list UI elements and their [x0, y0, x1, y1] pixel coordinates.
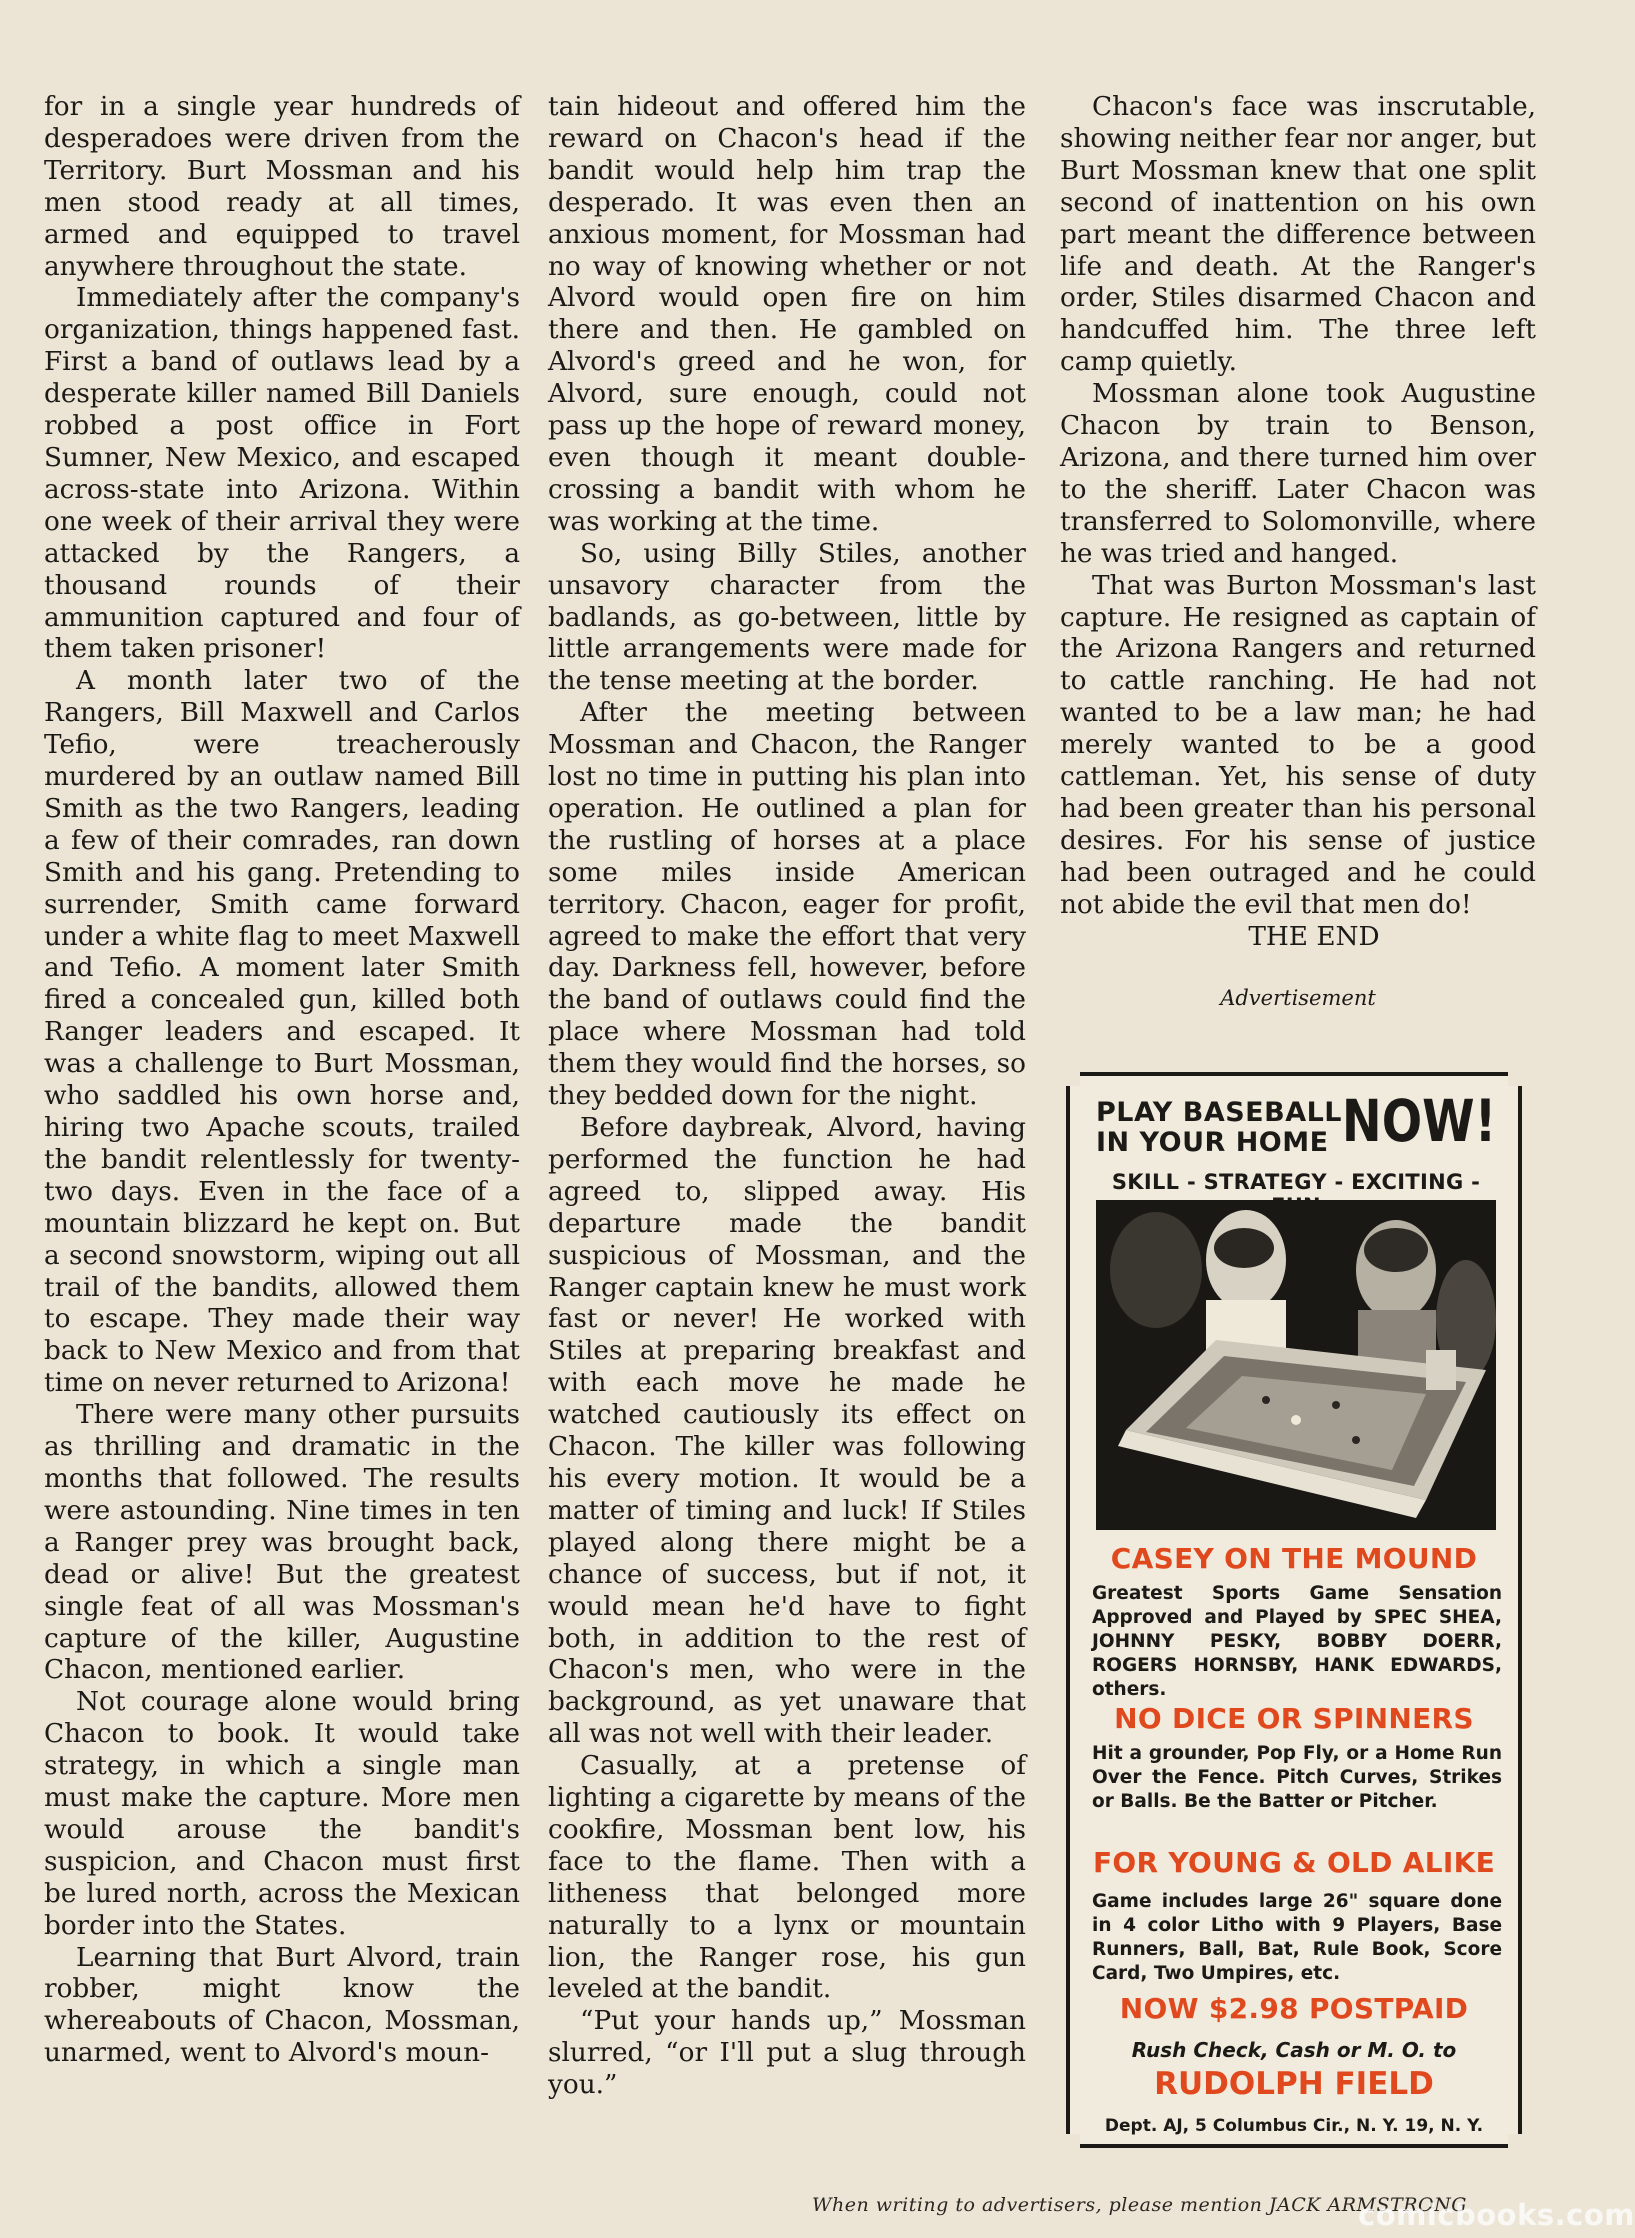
ad-tagline: SKILL - STRATEGY - EXCITING -: [1111, 1170, 1481, 1194]
ad-product-title: CASEY ON THE MOUND: [1110, 1542, 1478, 1575]
paragraph: “Put your hands up,” Mossman slurred, “or I'll put a slug through you.”: [548, 2006, 1026, 2101]
watermark: comicbooks.com: [1358, 2198, 1635, 2232]
game-photo-illustration: [1096, 1200, 1496, 1530]
ad-no-dice-title: NO DICE OR SPINNERS: [1114, 1702, 1474, 1735]
paragraph: Chacon's face was inscrutable, showing neither fear nor anger, but Burt Mossman knew that one split second of inattention on his own part meant the difference between life and death. At the Ranger's order, Stiles disarmed Chacon and handcuffed him. The three left camp quietly.: [1060, 92, 1536, 378]
ad-product-body: Greatest Sports Game Sensation Approved and Played by SPEC SHEA, JOHNNY PESKY, BOBBY DOERR, ROGERS HORNSBY, HANK EDWARDS, others.: [1092, 1583, 1502, 1700]
article-column-1: [44, 92, 520, 2070]
baseball-game-advertisement: [1066, 1072, 1522, 2148]
ad-headline-text: [1096, 1098, 1342, 1158]
ad-corner: [1066, 2134, 1080, 2148]
ad-headline-line-1: PLAY BASEBALL: [1096, 1097, 1343, 1128]
paragraph: Mossman alone took Augustine Chacon by train to Benson, Arizona, and there turned him over to the sheriff. Later Chacon was transferred to Solomonville, where he was tried and hanged.: [1060, 379, 1536, 569]
article-column-2: [548, 92, 1026, 2102]
ad-headline: [1096, 1087, 1496, 1198]
paragraph: Casually, at a pretense of lighting a cigarette by means of the cookfire, Mossman bent low, his face to the flame. Then with a litheness that belonged more naturally to a lynx or mountain lion, the Ranger rose, his gun leveled at the bandit.: [548, 1751, 1026, 2005]
page-footer: When writing to advertisers, please mention JACK ARMSTRONG: [812, 2194, 1467, 2216]
ad-young-old-body: Game includes large 26" square done in 4 color Litho with 9 Players, Base Runners, Ball, Bat, Rule Book, Score Card, Two Umpires, etc.: [1092, 1891, 1502, 1984]
ad-headline-line-2: IN YOUR HOME: [1096, 1127, 1329, 1158]
paragraph: After the meeting between Mossman and Chacon, the Ranger lost no time in putting his plan into operation. He outlined a plan for the rustling of horses at a place some miles inside American territory. Chacon, eager for profit, agreed to make the effort that very day. Darkness fell, however, before the band of outlaws could find the place where Mossman had told them they would find the horses, so they bedded down for the night.: [548, 698, 1026, 1112]
advertisement-label: Advertisement: [1220, 986, 1376, 1011]
ad-young-old-title: FOR YOUNG & OLD ALIKE: [1092, 1846, 1496, 1879]
ad-corner: [1508, 2134, 1522, 2148]
ad-price: NOW $2.98 POSTPAID: [1119, 1992, 1469, 2025]
paragraph: Not courage alone would bring Chacon to book. It would take strategy, in which a single man must make the capture. More men would arouse the bandit's suspicion, and Chacon must first be lured north, across the Mexican border into the States.: [44, 1687, 520, 1941]
paragraph: Learning that Burt Alvord, train robber, might know the whereabouts of Chacon, Mossman, unarmed, went to Alvord's moun-: [44, 1942, 520, 2069]
ad-game-photo: [1096, 1200, 1496, 1530]
article-column-3: [1060, 92, 1536, 1015]
paragraph: A month later two of the Rangers, Bill Maxwell and Carlos Tefio, were treacherously murdered by an outlaw named Bill Smith as the two Rangers, leading a few of their comrades, ran down Smith and his gang. Pretending to surrender, Smith came forward under a white flag to meet Maxwell and Tefio. A moment later Smith fired a concealed gun, killed both Ranger leaders and escaped. It was a challenge to Burt Mossman, who saddled his own horse and, hiring two Apache scouts, trailed the bandit relentlessly for twenty-two days. Even in the face of a mountain blizzard he kept on. But a second snowstorm, wiping out all trail of the bandits, allowed them to escape. They made their way back to New Mexico and from that time on never returned to Arizona!: [44, 666, 520, 1399]
ad-corner: [1508, 1072, 1522, 1086]
ad-now: NOW!: [1341, 1087, 1496, 1155]
ad-address: Dept. AJ, 5 Columbus Cir., N. Y. 19, N. Y.: [1104, 2116, 1484, 2136]
ad-company-name: RUDOLPH FIELD: [1154, 2066, 1434, 2102]
paragraph: tain hideout and offered him the reward on Chacon's head if the bandit would help him trap the desperado. It was even then an anxious moment, for Mossman had no way of knowing whether or not Alvord would open fire on him there and then. He gambled on Alvord's greed and he won, for Alvord, sure enough, could not pass up the hope of reward money, even though it meant double-crossing a bandit with whom he was working at the time.: [548, 92, 1026, 537]
ad-rush-order: Rush Check, Cash or M. O. to: [1131, 2038, 1457, 2062]
ad-corner: [1066, 1072, 1080, 1086]
the-end: THE END: [1248, 921, 1380, 952]
paragraph: There were many other pursuits as thrilling and dramatic in the months that followed. The results were astounding. Nine times in ten a Ranger prey was brought back, dead or alive! But the greatest single feat of all was Mossman's capture of the killer, Augustine Chacon, mentioned earlier.: [44, 1400, 520, 1686]
paragraph: Before daybreak, Alvord, having performed the function he had agreed to, slipped away. His departure made the bandit suspicious of Mossman, and the Ranger captain knew he must work fast or never! He worked with Stiles at preparing breakfast and with each move he made he watched cautiously its effect on Chacon. The killer was following his every motion. It would be a matter of timing and luck! If Stiles played along there might be a chance of success, but if not, it would mean he'd have to fight both, in addition to the rest of Chacon's men, who were in the background, as yet unaware that all was not well with their leader.: [548, 1113, 1026, 1750]
ad-no-dice-body: Hit a grounder, Pop Fly, or a Home Run Over the Fence. Pitch Curves, Strikes or Balls. Be the Batter or Pitcher.: [1092, 1743, 1502, 1812]
paragraph: Immediately after the company's organization, things happened fast. First a band of outlaws lead by a desperate killer named Bill Daniels robbed a post office in Fort Sumner, New Mexico, and escaped across-state into Arizona. Within one week of their arrival they were attacked by the Rangers, a thousand rounds of their ammunition captured and four of them taken prisoner!: [44, 283, 520, 665]
paragraph: for in a single year hundreds of desperadoes were driven from the Territory. Burt Mossman and his men stood ready at all times, armed and equipped to travel anywhere throughout the state.: [44, 92, 520, 282]
paragraph: That was Burton Mossman's last capture. He resigned as captain of the Arizona Rangers and returned to cattle ranching. He had not wanted to be a law man; he had merely wanted to be a good cattleman. Yet, his sense of duty had been greater than his personal desires. For his sense of justice had been outraged and he could not abide the evil that men do!: [1060, 570, 1536, 920]
paragraph: So, using Billy Stiles, another unsavory character from the badlands, as go-between, little by little arrangements were made for the tense meeting at the border.: [548, 538, 1026, 697]
